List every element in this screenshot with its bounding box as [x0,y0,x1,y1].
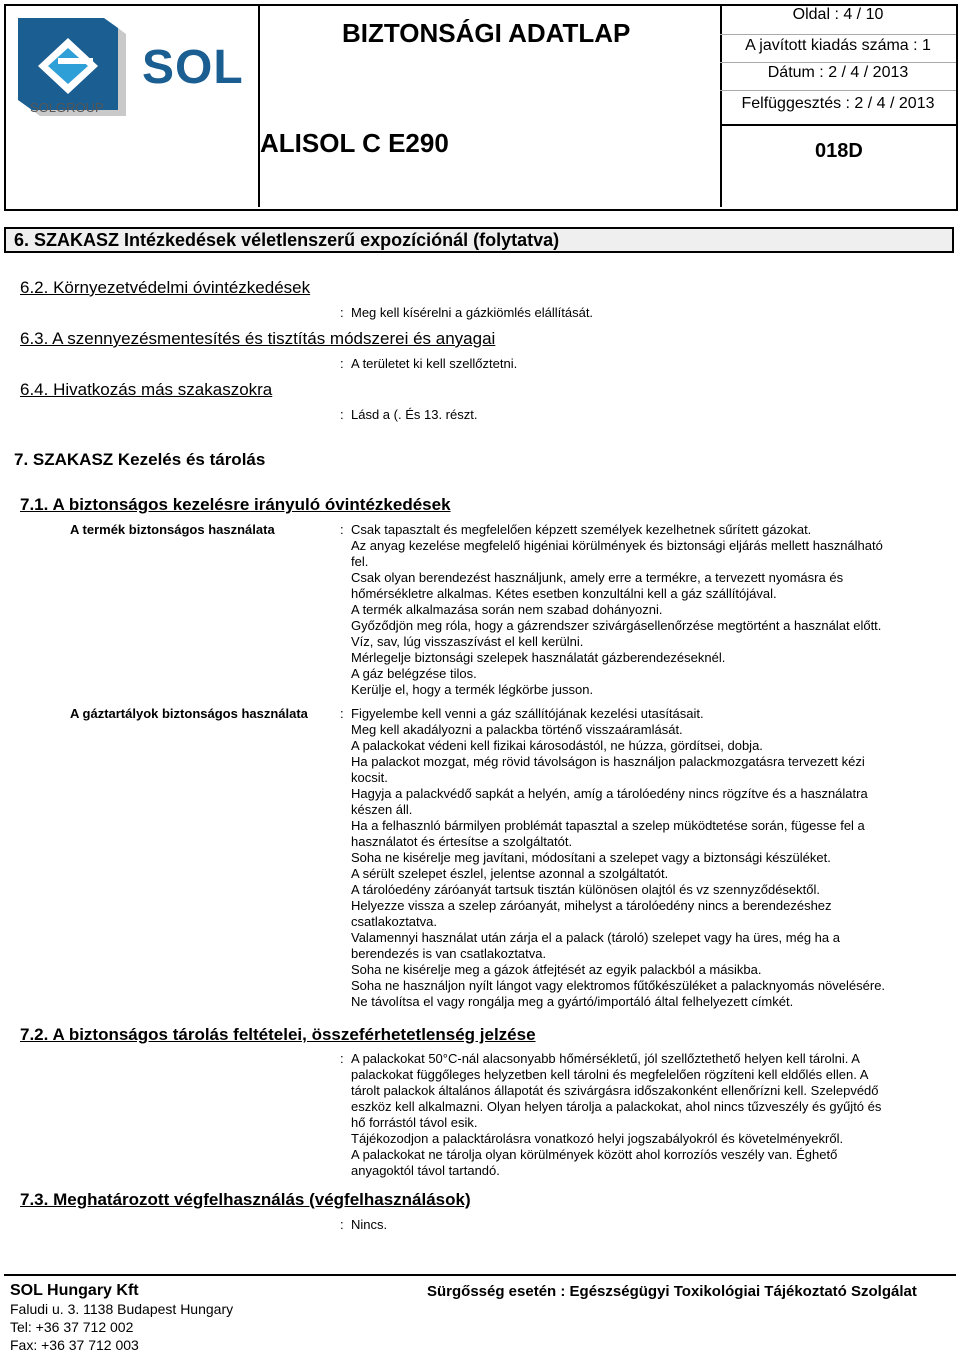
revision-date: Dátum : 2 / 4 / 2013 [767,64,909,81]
list-item: Az anyag kezelése megfelelő higéniai körülmények és biztonsági eljárás mellett használható [351,538,883,553]
list-item: Kerülje el, hogy a termék légkörbe jusson. [351,682,594,697]
list-item: eszköz kell alkalmazni. Olyan helyen tárolja a palackokat, ahol nincs tűzveszély és gyűjtó és [351,1099,882,1114]
list-item: hőmérsékletre alkalmas. Kétes esetben konzultálni kell a gáz szállítójával. [351,586,777,601]
s62-text: Meg kell kísérelni a gázkiömlés elállítását. [351,305,594,320]
footer-company: SOL Hungary Kft [10,1282,139,1299]
list-item: anyagoktól távol tartandó. [351,1163,500,1178]
list-item: Valamennyi használat után zárja el a palack (tároló) szelepet vagy ha üres, még ha a [351,930,840,945]
list-item: Soha ne kisérelje meg javítani, módosítani a szelepet vagy a biztonsági készüléket. [351,850,831,865]
list-item: A termék alkalmazása során nem szabad dohányozni. [351,602,663,617]
logo-text: SOL [142,41,244,94]
colon: : [340,356,344,371]
product-use-list [351,522,951,698]
label-product-use: A termék biztonságos használata [70,522,275,537]
s71-title: 7.1. A biztonságos kezelésre irányuló óvintézkedések [20,495,451,514]
list-item: Ne távolítsa el vagy rongálja meg a gyártó/importáló által felhelyezett címkét. [351,994,794,1009]
list-item: Meg kell akadályozni a palackba történő visszaáramlását. [351,722,683,737]
product-name: ALISOL C E290 [260,128,449,158]
page-number: Oldal : 4 / 10 [792,6,884,23]
list-item: Figyelembe kell venni a gáz szállítójának kezelési utasításait. [351,706,704,721]
list-item: A sérült szelepet észlel, jelentse azonnal a szolgáltatót. [351,866,669,881]
section-6-bar: 6. SZAKASZ Intézkedések véletlenszerű expozíciónál (folytatva) [4,227,954,253]
list-item: Csak tapasztalt és megfelelően képzett személyek kezelhetnek sűrített gázokat. [351,522,812,537]
list-item: Tájékozodjon a palacktárolásra vonatkozó helyi jogszabályokról és követelményekről. [351,1131,844,1146]
colon: : [340,305,344,320]
s64-text: Lásd a (. És 13. részt. [351,407,478,422]
list-item: Győződjön meg róla, hogy a gázrendszer szivárgásellenőrzése megtörtént a használat előtt. [351,618,882,633]
list-item: készen áll. [351,802,413,817]
s63-text: A területet ki kell szellőztetni. [351,356,518,371]
logo-group-text: SOLGROUP [30,100,104,115]
colon: : [340,1217,344,1232]
document-title: BIZTONSÁGI ADATLAP [342,18,631,48]
list-item: Ha palackot mozgat, még rövid távolságon is használjon palackmozgatásra tervezett kézi [351,754,865,769]
s73-text: Nincs. [351,1217,388,1232]
list-item: berendezés is van csatlakoztatva. [351,946,547,961]
colon: : [340,522,344,537]
s63-title: 6.3. A szennyezésmentesítés és tisztítás módszerei és anyagai [20,329,496,348]
container-use-list [351,706,951,1010]
s64-title: 6.4. Hivatkozás más szakaszokra [20,380,273,399]
list-item: A palackokat 50°C-nál alacsonyabb hőmérsékletű, jól szellőztethető helyen kell tárolni. A [351,1051,860,1066]
list-item: A gáz belégzése tilos. [351,666,477,681]
list-item: palackokat függőleges helyzetben kell tárolni és megfelelően rögzíteni kell eldőlés ellen. A [351,1067,869,1082]
list-item: kocsit. [351,770,388,785]
footer-fax: Fax: +36 37 712 003 [10,1337,139,1353]
list-item: hő forrástól távol esik. [351,1115,478,1130]
s73-title: 7.3. Meghatározott végfelhasználás (végfelhasználások) [20,1190,471,1209]
list-item: Mérlegelje biztonsági szelepek használatát gázberendezéseknél. [351,650,726,665]
section-7-title: 7. SZAKASZ Kezelés és tárolás [14,450,266,469]
list-item: Víz, sav, lúg visszaszívást el kell kerülni. [351,634,584,649]
storage-list [351,1051,951,1179]
s72-title: 7.2. A biztonságos tárolás feltételei, összeférhetetlenség jelzése [20,1025,536,1044]
list-item: A palackokat védeni kell fizikai károsodástól, ne húzza, gördítsei, dobja. [351,738,763,753]
list-item: Csak olyan berendezést használjunk, amely erre a termékre, a tervezett nyomásra és [351,570,844,585]
footer-tel: Tel: +36 37 712 002 [10,1319,134,1335]
list-item: A tárolóedény záróanyát tartsuk tisztán különösen olajtól és vz szennyződésektől. [351,882,820,897]
footer-emergency: Sürgősség esetén : Egészségügyi Toxikológiai Tájékoztató Szolgálat [427,1283,917,1300]
list-item: fel. [351,554,369,569]
footer-divider [4,1274,956,1276]
s62-title: 6.2. Környezetvédelmi óvintézkedések [20,278,311,297]
footer-address: Faludi u. 3. 1138 Budapest Hungary [10,1301,234,1317]
label-container-use: A gáztartályok biztonságos használata [70,706,308,721]
list-item: Hagyja a palackvédő sapkát a helyén, amíg a tárolóedény nincs rögzítve és a használatra [351,786,868,801]
list-item: Soha ne használjon nyílt lángot vagy elektromos fűtőkészüléket a palacknyomás növelésére. [351,978,886,993]
colon: : [340,1051,344,1066]
product-code: 018D [815,140,863,162]
list-item: Soha ne kisérelje meg a gázok átfejtését az egyik palackból a másikba. [351,962,762,977]
list-item: csatlakoztatva. [351,914,437,929]
supersedes-date: Felfüggesztés : 2 / 4 / 2013 [741,95,935,112]
revision-number: A javított kiadás száma : 1 [745,37,931,54]
list-item: használatot és értesítse a szolgáltatót. [351,834,573,849]
list-item: Helyezze vissza a szelep záróanyát, mihelyst a tárolóedény nincs a berendezéshez [351,898,832,913]
list-item: Ha a felhasznló bármilyen problémát tapasztal a szelep müködtetése során, fügesse fel a [351,818,865,833]
colon: : [340,706,344,721]
colon: : [340,407,344,422]
list-item: tárolt palackok általános állapotát és szivárgásra időszakonként ellenőrízni kell. Szelepvédő [351,1083,879,1098]
list-item: A palackokat ne tárolja olyan körülmények között ahol korrozíós veszély van. Éghető [351,1147,838,1162]
